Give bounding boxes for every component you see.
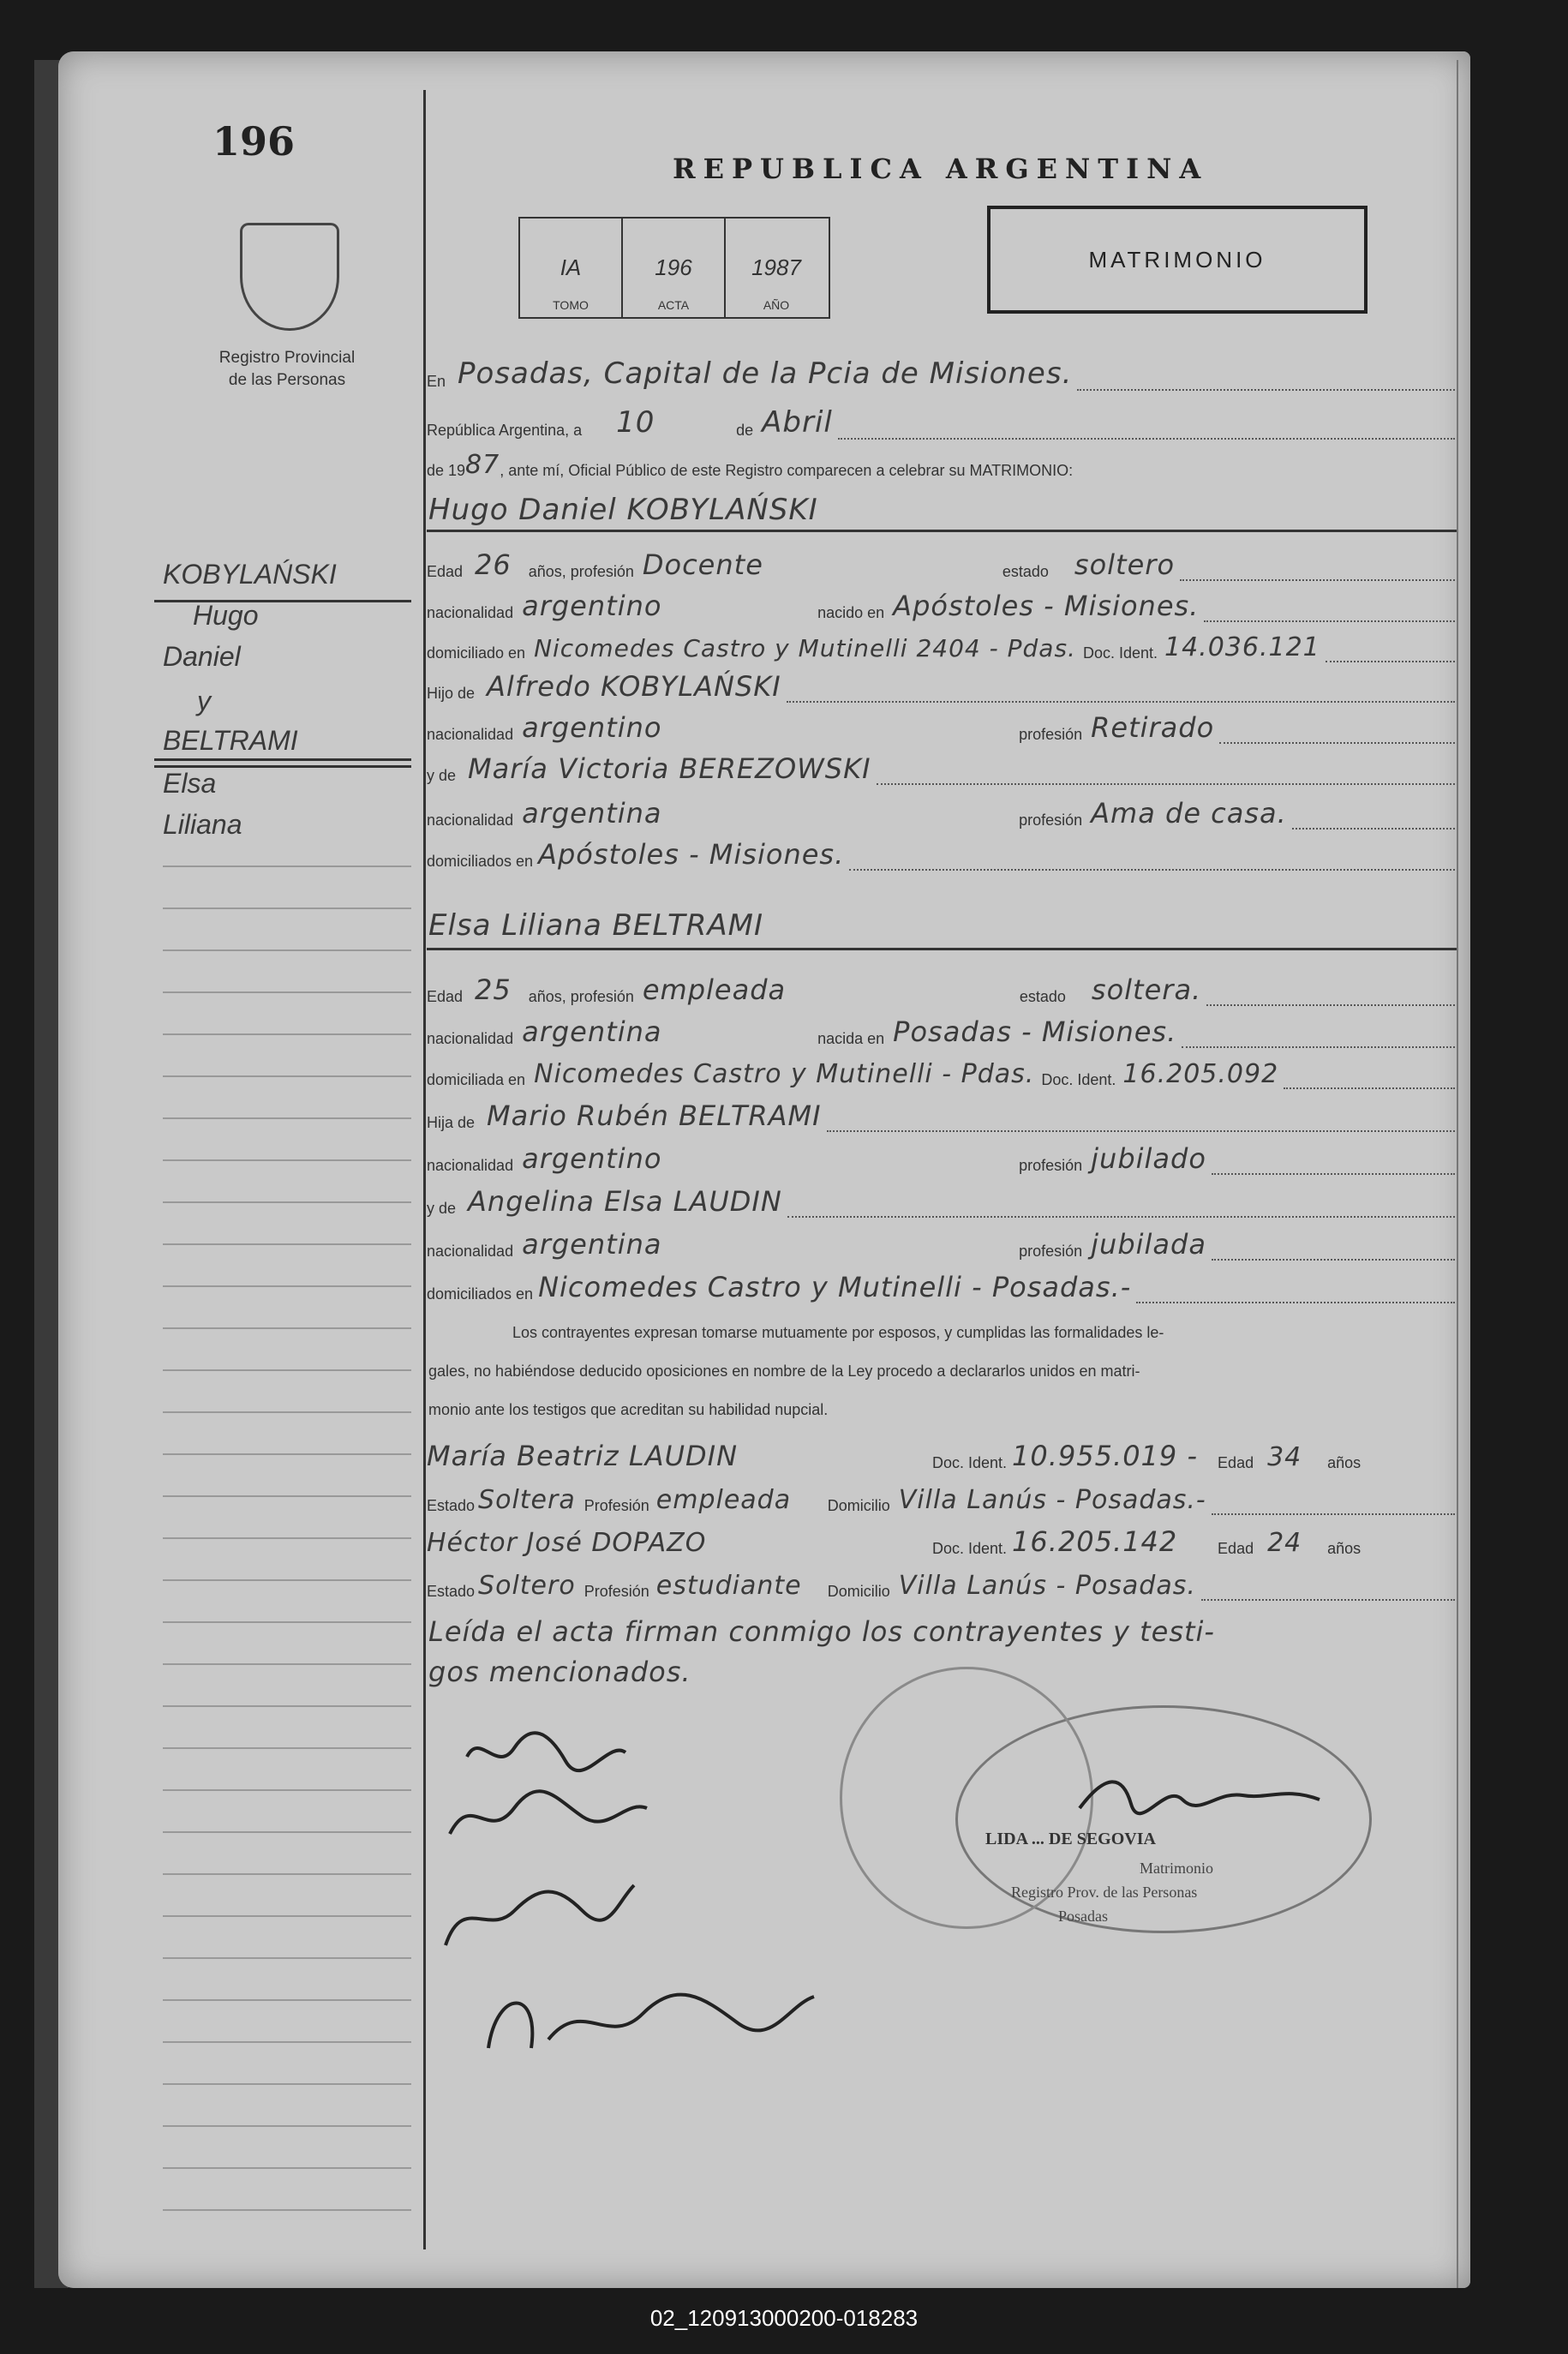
declaration-line-2: gales, no habiéndose deducido oposiciones en nombre de la Ley procedo a declararlos unidos en matri-: [428, 1363, 1140, 1380]
margin-ruled-line: [163, 1201, 411, 1203]
margin-ruled-line: [163, 1579, 411, 1581]
margin-ruled-line: [163, 1033, 411, 1035]
coat-of-arms-icon: [240, 223, 339, 331]
witness-2-name-line: Héctor José DOPAZO Doc. Ident. 16.205.142 Edad 24 años: [427, 1525, 1362, 1558]
margin-ruled-line: [163, 1369, 411, 1371]
witness-1-signature: [480, 1971, 823, 2069]
margin-ruled-line: [163, 1915, 411, 1917]
margin-rule: [423, 90, 426, 2249]
closing-line-2: gos mencionados.: [428, 1656, 691, 1688]
intro-date-line: República Argentina, a 10 de Abril: [427, 407, 1455, 440]
margin-ruled-line: [163, 949, 411, 951]
margin-ruled-line: [163, 991, 411, 993]
intro-place-line: En Posadas, Capital de la Pcia de Misiones.: [427, 358, 1455, 391]
margin-and: y: [197, 686, 211, 716]
bride-mother-line: y de Angelina Elsa LAUDIN: [427, 1185, 1455, 1218]
margin-ruled-line: [163, 1831, 411, 1833]
margin-ruled-line: [163, 1453, 411, 1455]
right-rule: [1457, 60, 1458, 2288]
republic-title: REPUBLICA ARGENTINA: [673, 153, 1209, 185]
stamp-line-3: Registro Prov. de las Personas: [1011, 1884, 1198, 1901]
groom-mother-line: y de María Victoria BEREZOWSKI: [427, 752, 1455, 785]
margin-ruled-line: [163, 2041, 411, 2043]
margin-ruled-line: [163, 1117, 411, 1119]
tomo-cell: IA TOMO: [520, 219, 623, 317]
margin-ruled-line: [163, 1873, 411, 1875]
registry-label: Registro Provincial de las Personas: [218, 349, 356, 389]
margin-bride-middle: Liliana: [163, 809, 242, 840]
margin-ruled-line: [163, 2167, 411, 2169]
bride-age-line: Edad 25 años, profesión empleada estado soltera.: [427, 973, 1455, 1006]
margin-ruled-line: [163, 1075, 411, 1077]
margin-ruled-line: [163, 1537, 411, 1539]
margin-ruled-line: [163, 1495, 411, 1497]
officer-signature: [1071, 1765, 1328, 1834]
declaration-line-1: Los contrayentes expresan tomarse mutuamente por esposos, y cumplidas las formalidades le-: [512, 1324, 1164, 1341]
bride-rule: [427, 948, 1457, 950]
margin-bride-surname: BELTRAMI: [163, 725, 298, 756]
stamp-line-4: Posadas: [1058, 1908, 1108, 1925]
margin-ruled-line: [163, 1999, 411, 2001]
bride-father-line: Hija de Mario Rubén BELTRAMI: [427, 1099, 1455, 1132]
margin-ruled-line: [163, 907, 411, 909]
groom-father-nat-line: nacionalidad argentino profesión Retirado: [427, 711, 1455, 744]
groom-rule: [427, 530, 1457, 532]
margin-groom-middle: Daniel: [163, 641, 241, 672]
margin-ruled-line: [163, 1621, 411, 1623]
margin-bride-first: Elsa: [163, 768, 217, 799]
margin-ruled-line: [163, 1663, 411, 1665]
bride-address-line: domiciliada en Nicomedes Castro y Mutinelli - Pdas. Doc. Ident. 16.205.092: [427, 1057, 1455, 1089]
margin-ruled-line: [163, 1243, 411, 1245]
ano-cell: 1987 AÑO: [751, 255, 801, 312]
witness-2-signature: [437, 1877, 643, 1957]
groom-mother-nat-line: nacionalidad argentina profesión Ama de casa.: [427, 797, 1455, 830]
margin-groom-surname: KOBYLAŃSKI: [163, 559, 337, 590]
margin-ruled-line: [163, 1747, 411, 1749]
margin-ruled-line: [163, 1411, 411, 1413]
doc-type-box: MATRIMONIO: [987, 206, 1368, 314]
witness-2-detail-line: Estado Soltero Profesión estudiante Domicilio Villa Lanús - Posadas.: [427, 1568, 1455, 1601]
groom-signature: [463, 1722, 634, 1786]
bride-mother-nat-line: nacionalidad argentina profesión jubilada: [427, 1228, 1455, 1261]
margin-ruled-line: [163, 1285, 411, 1287]
bride-name: Elsa Liliana BELTRAMI: [428, 908, 764, 943]
stamp-line-2: Matrimonio: [1140, 1860, 1213, 1877]
image-id: 02_120913000200-018283: [649, 2305, 919, 2331]
groom-parents-address-line: domiciliados en Apóstoles - Misiones.: [427, 838, 1455, 871]
groom-address-line: domiciliado en Nicomedes Castro y Mutinelli 2404 - Pdas. Doc. Ident. 14.036.121: [427, 630, 1455, 662]
margin-ruled-line: [163, 1159, 411, 1161]
margin-ruled-line: [163, 2083, 411, 2085]
groom-age-line: Edad 26 años, profesión Docente estado soltero: [427, 548, 1455, 581]
page-number: 196: [212, 118, 296, 165]
margin-ruled-line: [163, 1789, 411, 1791]
bride-parents-address-line: domiciliados en Nicomedes Castro y Mutinelli - Posadas.-: [427, 1271, 1455, 1303]
bride-nationality-line: nacionalidad argentina nacida en Posadas - Misiones.: [427, 1015, 1455, 1048]
declaration-line-3: monio ante los testigos que acreditan su habilidad nupcial.: [428, 1401, 829, 1418]
margin-groom-first: Hugo: [193, 600, 259, 631]
margin-divider: [154, 758, 411, 761]
margin-ruled-line: [163, 2125, 411, 2127]
groom-nationality-line: nacionalidad argentino nacido en Apóstoles - Misiones.: [427, 590, 1455, 622]
record-number-box: [518, 217, 830, 319]
groom-father-line: Hijo de Alfredo KOBYLAŃSKI: [427, 670, 1455, 703]
witness-1-detail-line: Estado Soltera Profesión empleada Domicilio Villa Lanús - Posadas.-: [427, 1482, 1455, 1515]
margin-ruled-line: [163, 866, 411, 867]
stamp-name: LIDA ... DE SEGOVIA: [985, 1830, 1156, 1848]
witness-1-name-line: María Beatriz LAUDIN Doc. Ident. 10.955.019 - Edad 34 años: [427, 1440, 1362, 1472]
intro-year-line: de 19 87 , ante mí, Oficial Público de este Registro comparecen a celebrar su MATRIMONIO:: [427, 450, 1074, 480]
margin-ruled-line: [163, 1705, 411, 1707]
bride-signature: [446, 1782, 651, 1854]
bride-father-nat-line: nacionalidad argentino profesión jubilado: [427, 1142, 1455, 1175]
margin-ruled-line: [163, 1327, 411, 1329]
groom-name: Hugo Daniel KOBYLAŃSKI: [428, 493, 818, 527]
closing-line-1: Leída el acta firman conmigo los contrayentes y testi-: [428, 1615, 1215, 1648]
margin-ruled-line: [163, 1957, 411, 1959]
margin-ruled-line: [163, 2209, 411, 2211]
acta-cell: 196 ACTA: [623, 219, 726, 317]
